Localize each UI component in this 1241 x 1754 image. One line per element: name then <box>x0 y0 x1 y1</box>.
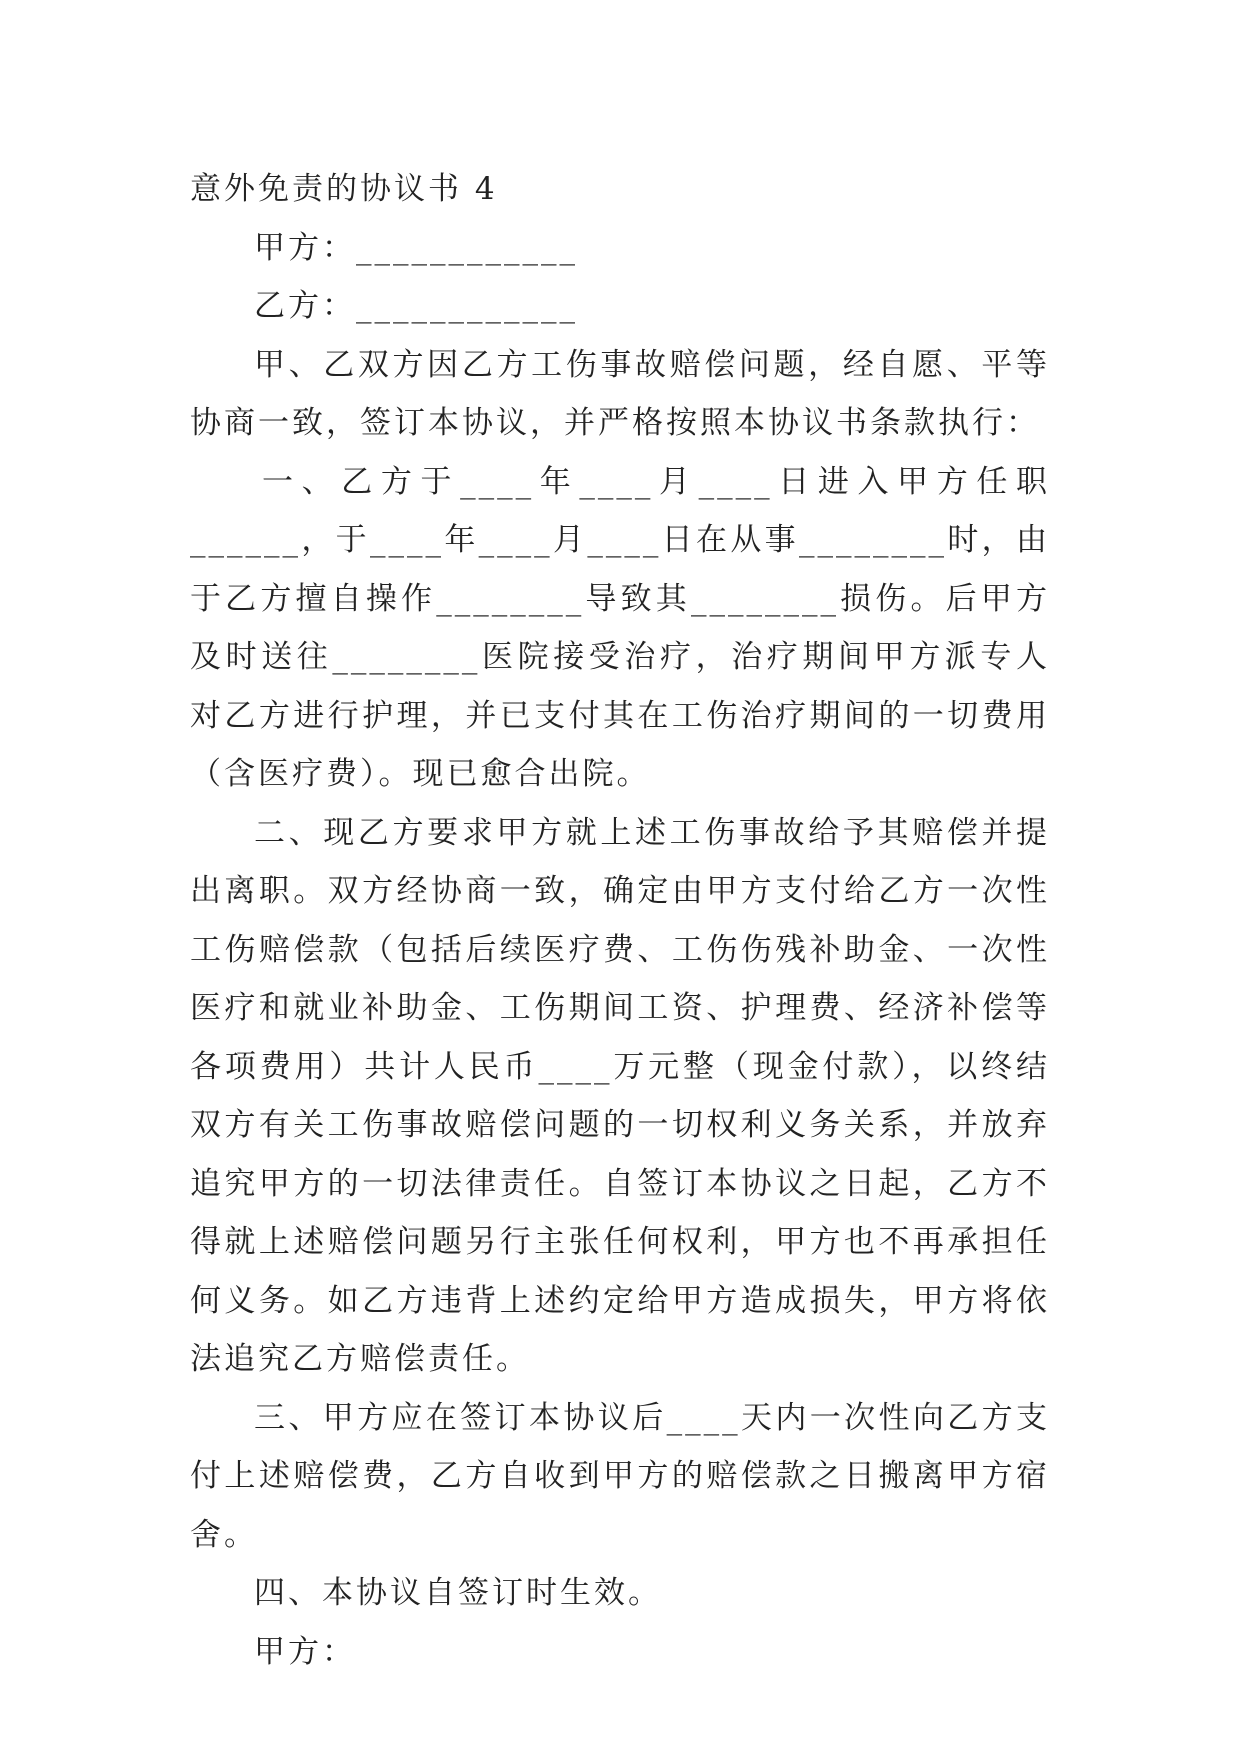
clause-1-paragraph: 一、乙方于____年____月____日进入甲方任职______，于____年____月____日在从事________时，由于乙方擅自操作________导致其________损伤。后甲方及时送往________医院接受治疗，治疗期间甲方派专人对乙方进行护理，并已支付其在工伤治疗期间的一切费用（含医疗费）。现已愈合出院。 <box>190 463 1050 792</box>
clause-4-paragraph: 四、本协议自签订时生效。 <box>254 1575 662 1611</box>
document-body <box>190 160 1050 1681</box>
party-a-line: 甲方：____________ <box>254 229 578 266</box>
party-b-line: 乙方：____________ <box>254 288 578 324</box>
clause-2-paragraph: 二、现乙方要求甲方就上述工伤事故给予其赔偿并提出离职。双方经协商一致，确定由甲方支付给乙方一次性工伤赔偿款（包括后续医疗费、工伤伤残补助金、一次性医疗和就业补助金、工伤期间工资、护理费、经济补偿等各项费用）共计人民币____万元整（现金付款），以终结双方有关工伤事故赔偿问题的一切权利义务关系，并放弃追究甲方的一切法律责任。自签订本协议之日起，乙方不得就上述赔偿问题另行主张任何权利，甲方也不再承担任何义务。如乙方违背上述约定给甲方造成损失，甲方将依法追究乙方赔偿责任。 <box>190 814 1050 1377</box>
document-title: 意外免责的协议书 4 <box>190 171 498 207</box>
signature-party-a: 甲方： <box>254 1633 356 1670</box>
clause-3-paragraph: 三、甲方应在签订本协议后____天内一次性向乙方支付上述赔偿费，乙方自收到甲方的赔偿款之日搬离甲方宿舍。 <box>190 1399 1050 1553</box>
intro-paragraph: 甲、乙双方因乙方工伤事故赔偿问题，经自愿、平等协商一致，签订本协议，并严格按照本协议书条款执行： <box>190 346 1050 441</box>
